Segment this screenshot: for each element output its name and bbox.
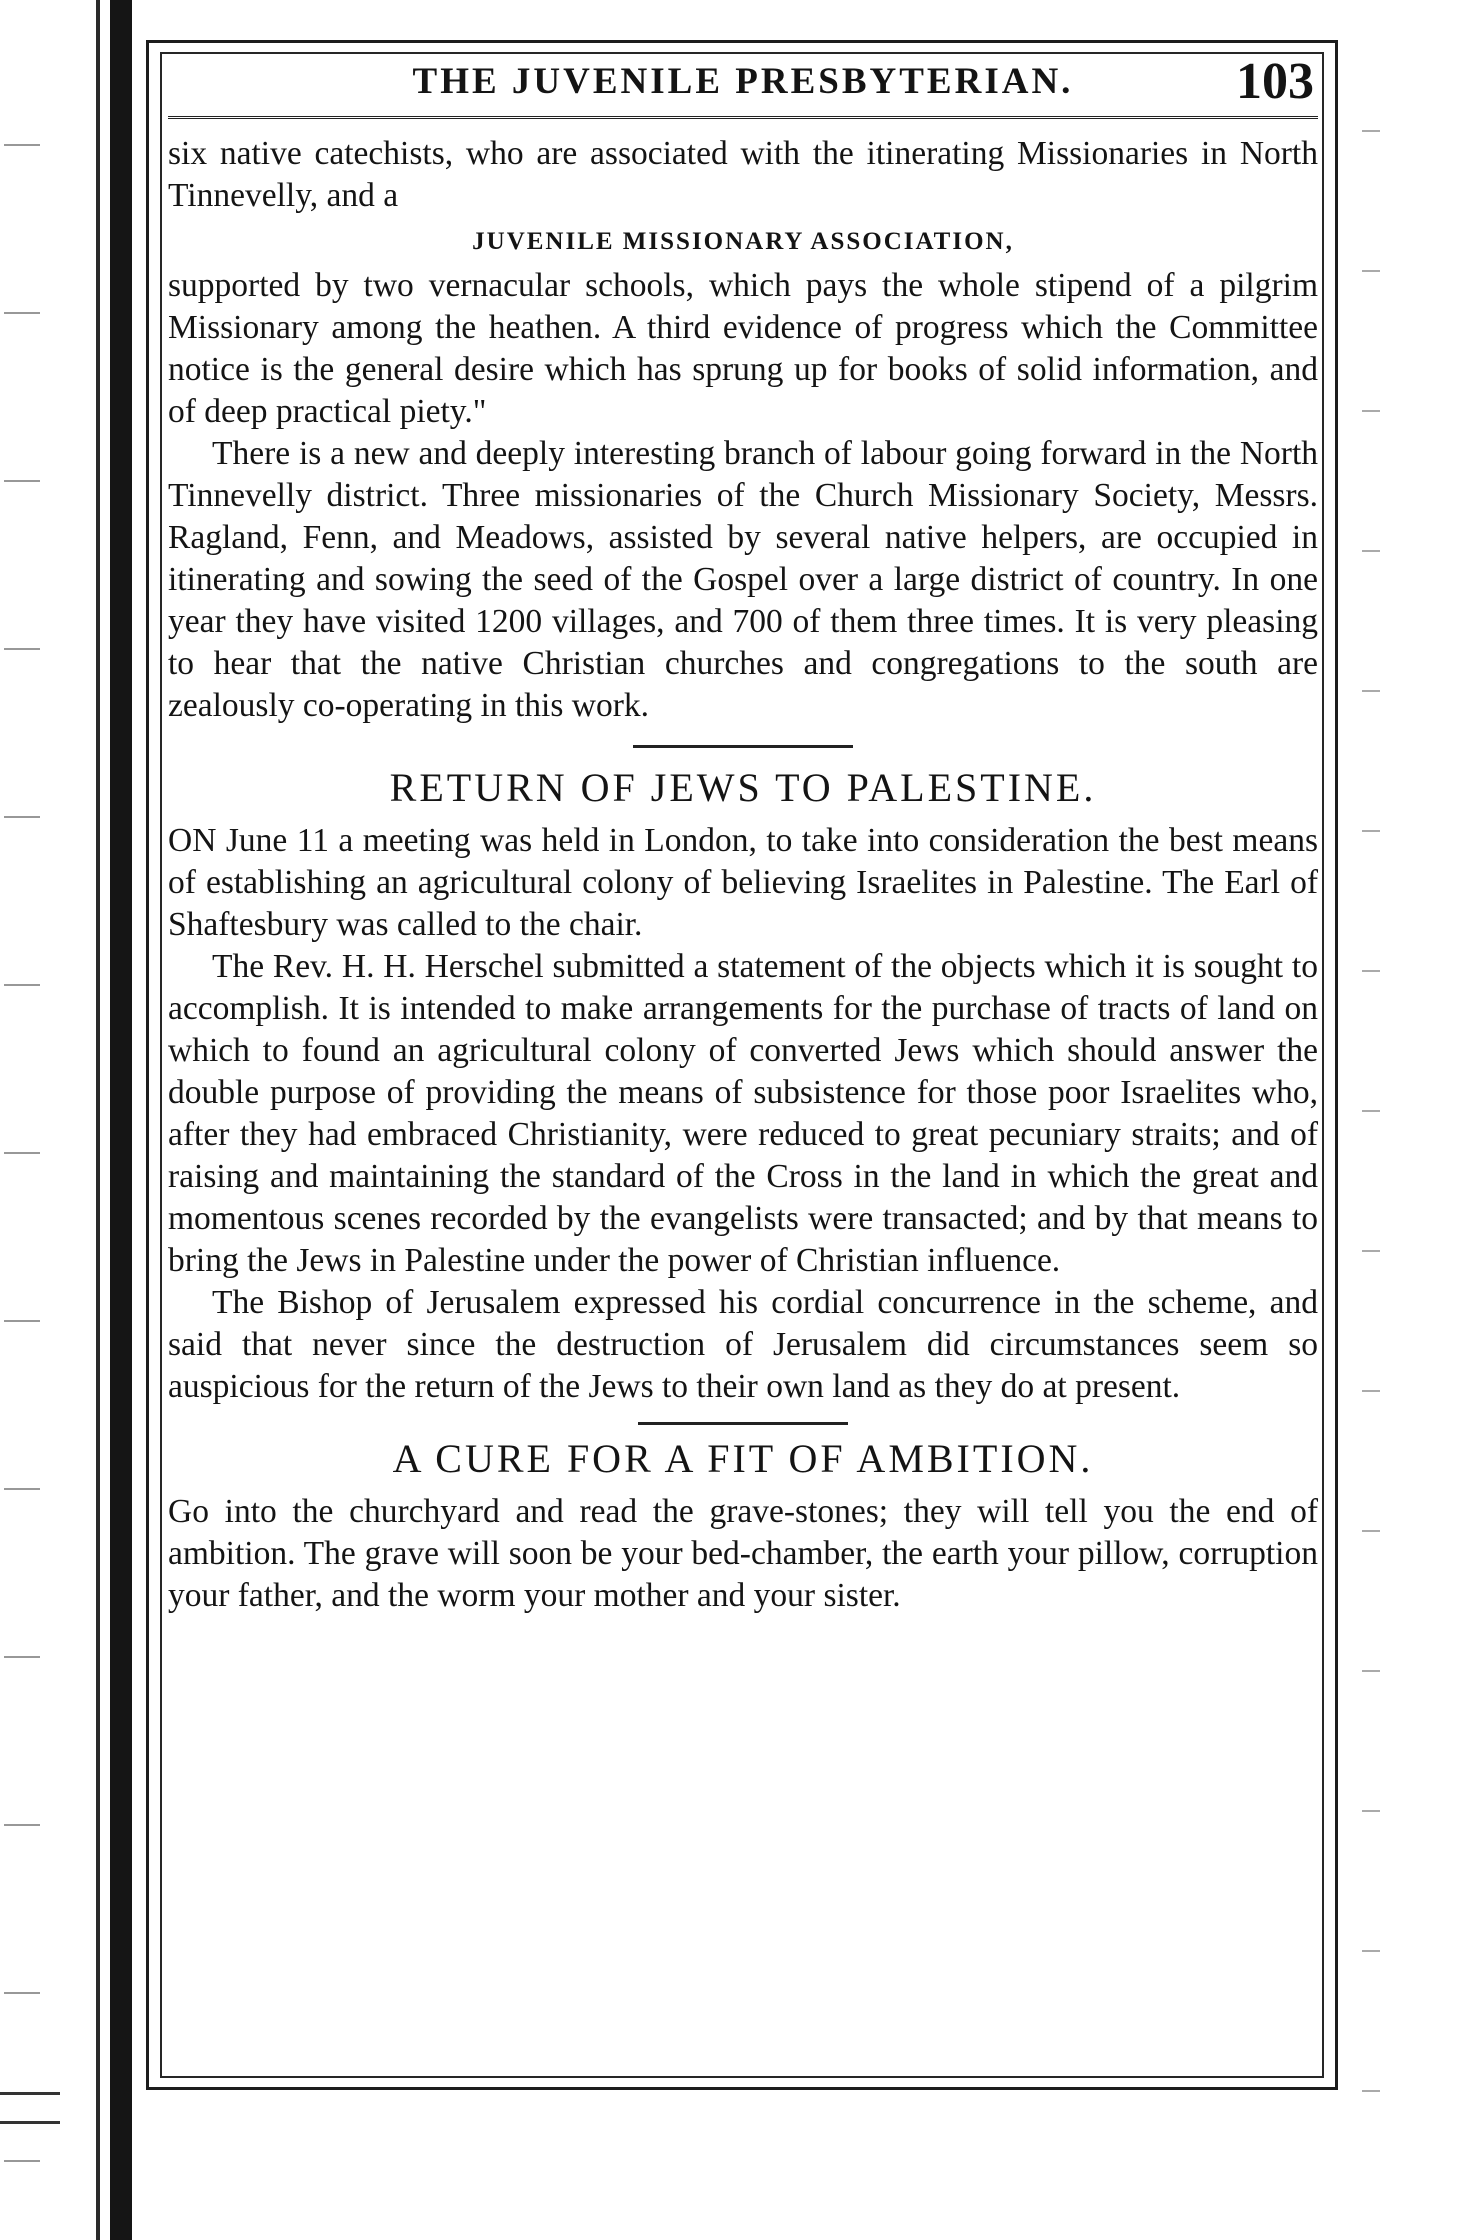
right-margin-marks bbox=[1362, 60, 1380, 2160]
binding-rule bbox=[96, 0, 100, 2240]
return-of-jews-article bbox=[168, 762, 1318, 1408]
section-divider bbox=[633, 745, 853, 748]
running-title: THE JUVENILE PRESBYTERIAN. bbox=[412, 61, 1074, 102]
article-paragraph: The Rev. H. H. Herschel submitted a statement of the objects which it is sought to accomplish. It is intended to make arrangements for the purchase of tracts of land on which to found an agricultural colony of converted Jews which should answer the double purpose of providing the means of subsistence for those poor Israelites who, after they had embraced Christianity, were reduced to great pecuniary straits; and of raising and maintaining the standard of the Cross in the land in which the great and momentous scenes recorded by the evangelists were transacted; and by that means to bring the Jews in Palestine under the power of Christian influence. bbox=[168, 948, 1318, 1279]
missionary-section bbox=[168, 133, 1318, 727]
left-edge-lines bbox=[0, 2092, 60, 2124]
article-paragraph: Go into the churchyard and read the grave-stones; they will tell you the end of ambition. The grave will soon be your bed-chamber, the earth your pillow, corruption your father, and the worm your mother and your sister. bbox=[168, 1493, 1318, 1614]
page-number: 103 bbox=[1236, 53, 1314, 110]
article-paragraph: The Bishop of Jerusalem expressed his cordial concurrence in the scheme, and said that never since the destruction of Jerusalem did circumstances seem so auspicious for the return of the Jews to their own land as they do at present. bbox=[168, 1284, 1318, 1405]
article-paragraph: ON June 11 a meeting was held in London, to take into consideration the best means of establishing an agricultural colony of believing Israelites in Palestine. The Earl of Shaftesbury was called to the chair. bbox=[168, 822, 1318, 943]
article-heading: A CURE FOR A FIT OF AMBITION. bbox=[392, 1436, 1094, 1481]
lead-paragraph: six native catechists, who are associated with the itinerating Missionaries in North Tinnevelly, and a bbox=[168, 135, 1318, 214]
left-margin-marks bbox=[4, 60, 40, 2180]
ambition-article bbox=[168, 1433, 1318, 1617]
continuation-paragraph: supported by two vernacular schools, which pays the whole stipend of a pilgrim Missionary among the heathen. A third evidence of progress which the Committee notice is the general desire which has sprung up for books of solid information, and of deep practical piety." bbox=[168, 267, 1318, 430]
running-head bbox=[168, 46, 1318, 119]
binding-gutter bbox=[110, 0, 132, 2240]
section-divider bbox=[638, 1422, 848, 1425]
association-subheading: JUVENILE MISSIONARY ASSOCIATION, bbox=[472, 228, 1014, 255]
itineration-paragraph: There is a new and deeply interesting branch of labour going forward in the North Tinnevelly district. Three missionaries of the Church Missionary Society, Messrs. Ragland, Fenn, and Meadows, assisted by several native helpers, are occupied in itinerating and sowing the seed of the Gospel over a large district of country. In one year they have visited 1200 villages, and 700 of them three times. It is very pleasing to hear that the native Christian churches and congregations to the south are zealously co-operating in this work. bbox=[168, 435, 1318, 724]
article-heading: RETURN OF JEWS TO PALESTINE. bbox=[389, 765, 1097, 810]
page-content bbox=[168, 46, 1318, 1617]
